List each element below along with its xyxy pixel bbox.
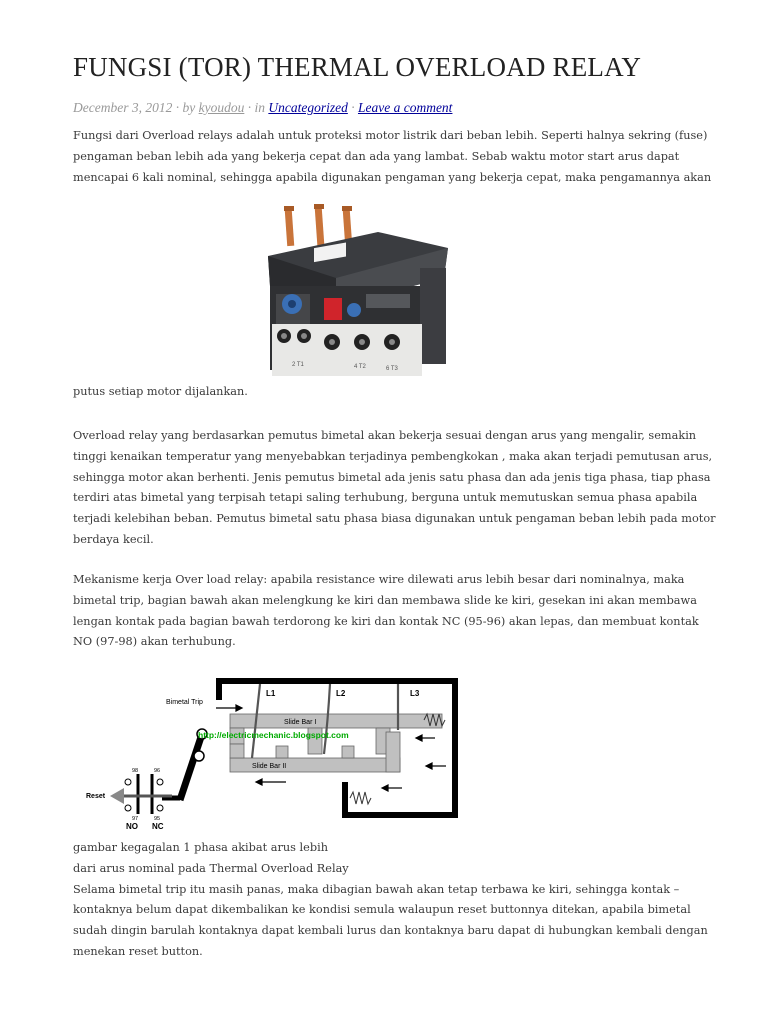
contact-label-97: 97 — [132, 816, 139, 822]
text-line: pengaman beban lebih ada yang bekerja cepat dan ada yang lambat. Sebab waktu motor start arus dapat — [73, 149, 680, 163]
text-line: bimetal trip, bagian bawah akan melengkung ke kiri dan membawa slide ke kiri, gesekan ini akan membawa — [73, 593, 697, 607]
paragraph-intro-end — [73, 382, 713, 403]
text-line: terjadi kelebihan beban. Pemutus bimetal satu phasa biasa digunakan untuk pengaman beban lebih pada motor — [73, 512, 716, 526]
text-line: mencapai 6 kali nominal, sehingga apabila digunakan pengaman yang bekerja cepat, maka pengamannya akan — [73, 170, 712, 184]
overload-relay-photo — [258, 198, 458, 384]
image-caption: dari arus nominal pada Thermal Overload Relay — [73, 861, 349, 875]
contact-label-98: 98 — [132, 768, 139, 774]
phase-label-l3: L3 — [410, 689, 420, 698]
post-date: December 3, 2012 — [73, 100, 173, 115]
contact-label-96: 96 — [154, 768, 161, 774]
text-line: putus setiap motor dijalankan. — [73, 385, 248, 398]
overload-mechanism-diagram — [80, 670, 472, 830]
contacts — [110, 774, 172, 814]
meta-separator: · in — [244, 100, 269, 115]
category-link[interactable]: Uncategorized — [268, 100, 348, 115]
watermark-url: http://electricmechanic.blogspot.com — [198, 730, 349, 740]
author-link[interactable]: kyoudou — [198, 100, 245, 115]
text-line: sehingga motor akan berhenti. Jenis pemutus bimetal ada jenis satu phasa dan ada jenis tiga phasa, tiap phasa — [73, 470, 711, 484]
paragraph-mechanism — [73, 570, 713, 653]
phase-label-l1: L1 — [266, 689, 276, 698]
text-line: NO (97-98) akan terhubung. — [73, 635, 236, 649]
paragraph-intro — [73, 126, 713, 188]
terminal-label: 6 T3 — [386, 366, 398, 372]
image-caption: gambar kegagalan 1 phasa akibat arus lebih — [73, 841, 328, 854]
meta-separator: · — [347, 100, 358, 115]
text-line: Selama bimetal trip itu masih panas, maka dibagian bawah akan tetap terbawa ke kiri, sehingga kontak – — [73, 882, 680, 896]
text-line: kontaknya belum dapat dikembalikan ke kondisi semula walaupun reset buttonnya ditekan, apabila bimetal — [73, 903, 691, 917]
slide-bar-2-label: Slide Bar II — [252, 763, 287, 770]
text-line: lengan kontak pada bagian bawah terdorong ke kiri dan kontak NC (95-96) akan lepas, dan membuat kontak — [73, 614, 699, 628]
phase-label-l2: L2 — [336, 689, 346, 698]
text-line: Fungsi dari Overload relays adalah untuk proteksi motor listrik dari beban lebih. Seperti halnya sekring (fuse) — [73, 129, 708, 142]
paragraph-caption-and-reset — [73, 838, 713, 963]
bimetal-trip-label: Bimetal Trip — [166, 699, 203, 706]
terminal-label: 4 T2 — [354, 364, 366, 370]
meta-separator: · by — [172, 100, 199, 115]
contact-label-95: 95 — [154, 816, 161, 822]
text-line: Mekanisme kerja Over load relay: apabila resistance wire dilewati arus lebih besar dari nominalnya, maka — [73, 573, 685, 586]
reset-label: Reset — [86, 793, 106, 800]
text-line: menekan reset button. — [73, 944, 203, 958]
text-line: terdiri atas bimetal yang terpisah tetapi saling terhubung, berguna untuk memutuskan semua phasa apabila — [73, 491, 698, 505]
text-line: tinggi kenaikan temperatur yang menyebabkan terjadinya pembengkokan , maka akan terjadi pemutusan arus, — [73, 449, 713, 463]
terminal-label: 2 T1 — [292, 362, 304, 368]
text-line: Overload relay yang berdasarkan pemutus bimetal akan bekerja sesuai dengan arus yang mengalir, semakin — [73, 429, 697, 442]
nc-label: NC — [152, 822, 164, 830]
leave-comment-link[interactable]: Leave a comment — [357, 100, 453, 115]
no-label: NO — [126, 822, 138, 830]
text-line: sudah dingin barulah kontaknya dapat kembali lurus dan kontaknya baru dapat di hubungkan kembali dengan — [73, 924, 708, 938]
slide-bar-1-label: Slide Bar I — [284, 719, 317, 726]
paragraph-bimetal — [73, 426, 716, 551]
text-line: berdaya kecil. — [73, 532, 154, 546]
post-title: FUNGSI (TOR) THERMAL OVERLOAD RELAY — [73, 52, 642, 82]
post-meta — [73, 100, 452, 116]
